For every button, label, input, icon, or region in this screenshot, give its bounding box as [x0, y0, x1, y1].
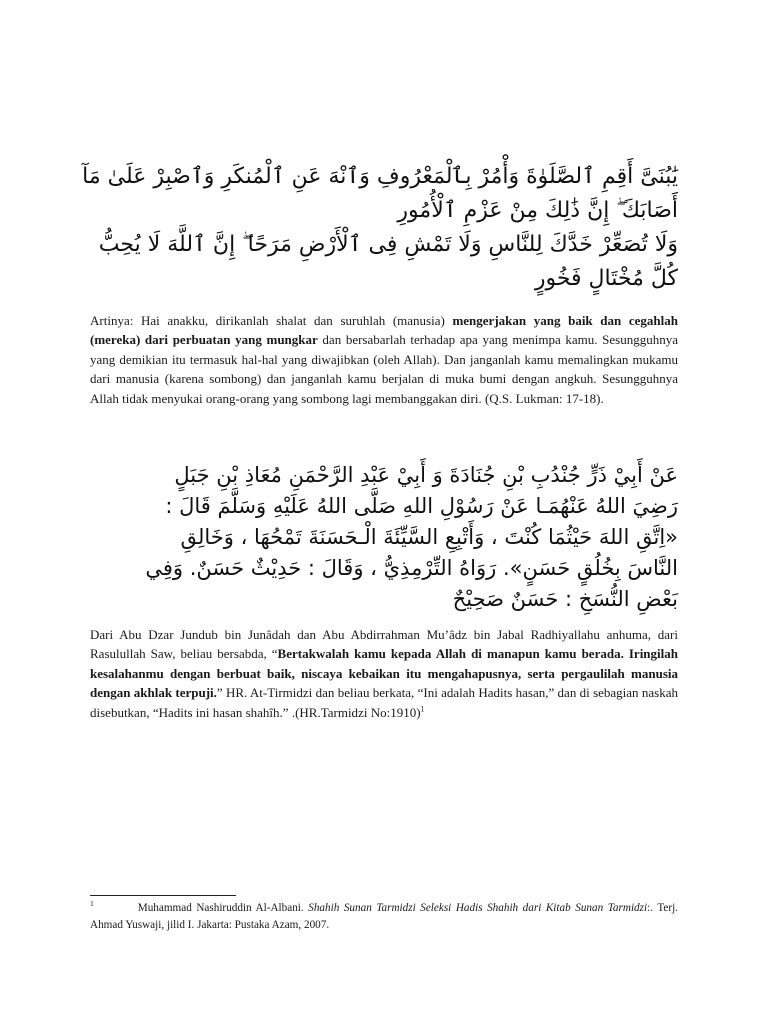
quran-verse-translation: [90, 311, 678, 408]
quran-verse-line: كُلَّ مُخْتَالٍ فَخُورٍ: [534, 266, 678, 291]
footnote-publication: :. Terj. Ahmad Yuswaji, jilid I. Jakarta: Pustaka Azam, 2007.: [90, 902, 678, 931]
translation-bold-text: Bertakwalah kamu kepada Allah di manapun kamu berada. Iringilah kesalahanmu dengan berbuat baik, niscaya kebaikan itu mengahapusnya, serta pergaulilah manusia dengan akhlak terpuji.: [90, 646, 678, 701]
quran-verse-line: أَصَابَكَ ۖ إِنَّ ذَٰلِكَ مِنْ عَزْمِ ٱلْأُمُورِ: [397, 198, 678, 223]
hadith-line: عَنْ أَبِيْ ذَرٍّ جُنْدُبِ بْنِ جُنَادَةَ وَ أَبِيْ عَبْدِ الرَّحْمَنِ مُعَاذِ بْنِ جَبَلٍ: [174, 463, 678, 487]
hadith-line: بَعْضِ النُّسَخِ : حَسَنٌ صَحِيْحٌ: [452, 587, 678, 611]
footnote-separator: [90, 895, 236, 896]
quran-verse-arabic: [82, 160, 678, 296]
hadith-line: «اِتَّقِ اللهَ حَيْثُمَا كُنْتَ ، وَأَتْبِعِ السَّيِّئَةَ الْـحَسَنَةَ تَمْحُهَا ، وَخَالِقِ: [180, 525, 678, 549]
translation-text: Dari Abu Dzar Jundub bin Junâdah dan Abu Abdirrahman Mu’âdz bin Jabal Radhiyallahu anhuma, dari Rasulullah Saw, beliau bersabda, “: [90, 627, 678, 662]
footnote-title: Shahih Sunan Tarmidzi Seleksi Hadis Shahih dari Kitab Sunan Tarmidzi: [308, 902, 648, 914]
hadith-line: رَضِيَ اللهُ عَنْهُمَـا عَنْ رَسُوْلِ اللهِ صَلَّى اللهُ عَلَيْهِ وَسَلَّمَ قَالَ :: [165, 494, 678, 518]
footnote-number: 1: [90, 899, 94, 909]
hadith-arabic: [95, 460, 678, 615]
hadith-line: النَّاسَ بِخُلُقٍ حَسَنٍ». رَوَاهُ التِّرْمِذِيُّ ، وَقَالَ : حَدِيْثٌ حَسَنٌ. وَفِي: [145, 556, 678, 580]
footnote-reference[interactable]: 1: [420, 704, 425, 714]
hadith-translation: [90, 625, 678, 722]
translation-text: dan bersabarlah terhadap apa yang menimpa kamu. Sesungguhnya yang demikian itu termasuk hal-hal yang diwajibkan (oleh Allah). Dan janganlah kamu memalingkan mukamu dari manusia (karena sombong) dan janganlah kamu berjalan di muka bumi dengan angkuh. Sesungguhnya Allah tidak menyukai orang-orang yang sombong lagi membanggakan diri. (Q.S. Lukman: 17-18).: [90, 332, 678, 406]
translation-text: Artinya: Hai anakku, dirikanlah shalat dan suruhlah (manusia): [90, 313, 453, 328]
footnote: [90, 900, 678, 934]
translation-text: ” HR. At-Tirmidzi dan beliau berkata, “Ini adalah Hadits hasan,” dan di sebagian naskah disebutkan, “Hadits ini hasan shahîh.” .(HR.Tarmidzi No:1910): [90, 685, 678, 720]
footnote-author: Muhammad Nashiruddin Al-Albani.: [137, 902, 309, 914]
quran-verse-line: يَٰبُنَىَّ أَقِمِ ٱلصَّلَوٰةَ وَأْمُرْ بِٱلْمَعْرُوفِ وَٱنْهَ عَنِ ٱلْمُنكَرِ وَٱصْبِرْ عَلَىٰ مَآ: [82, 164, 678, 189]
translation-bold-text: mengerjakan yang baik dan cegahlah (mereka) dari perbuatan yang mungkar: [90, 313, 678, 348]
quran-verse-line: وَلَا تُصَعِّرْ خَدَّكَ لِلنَّاسِ وَلَا تَمْشِ فِى ٱلْأَرْضِ مَرَحًا ۖ إِنَّ ٱللَّهَ لَا يُحِبُّ: [98, 232, 678, 257]
